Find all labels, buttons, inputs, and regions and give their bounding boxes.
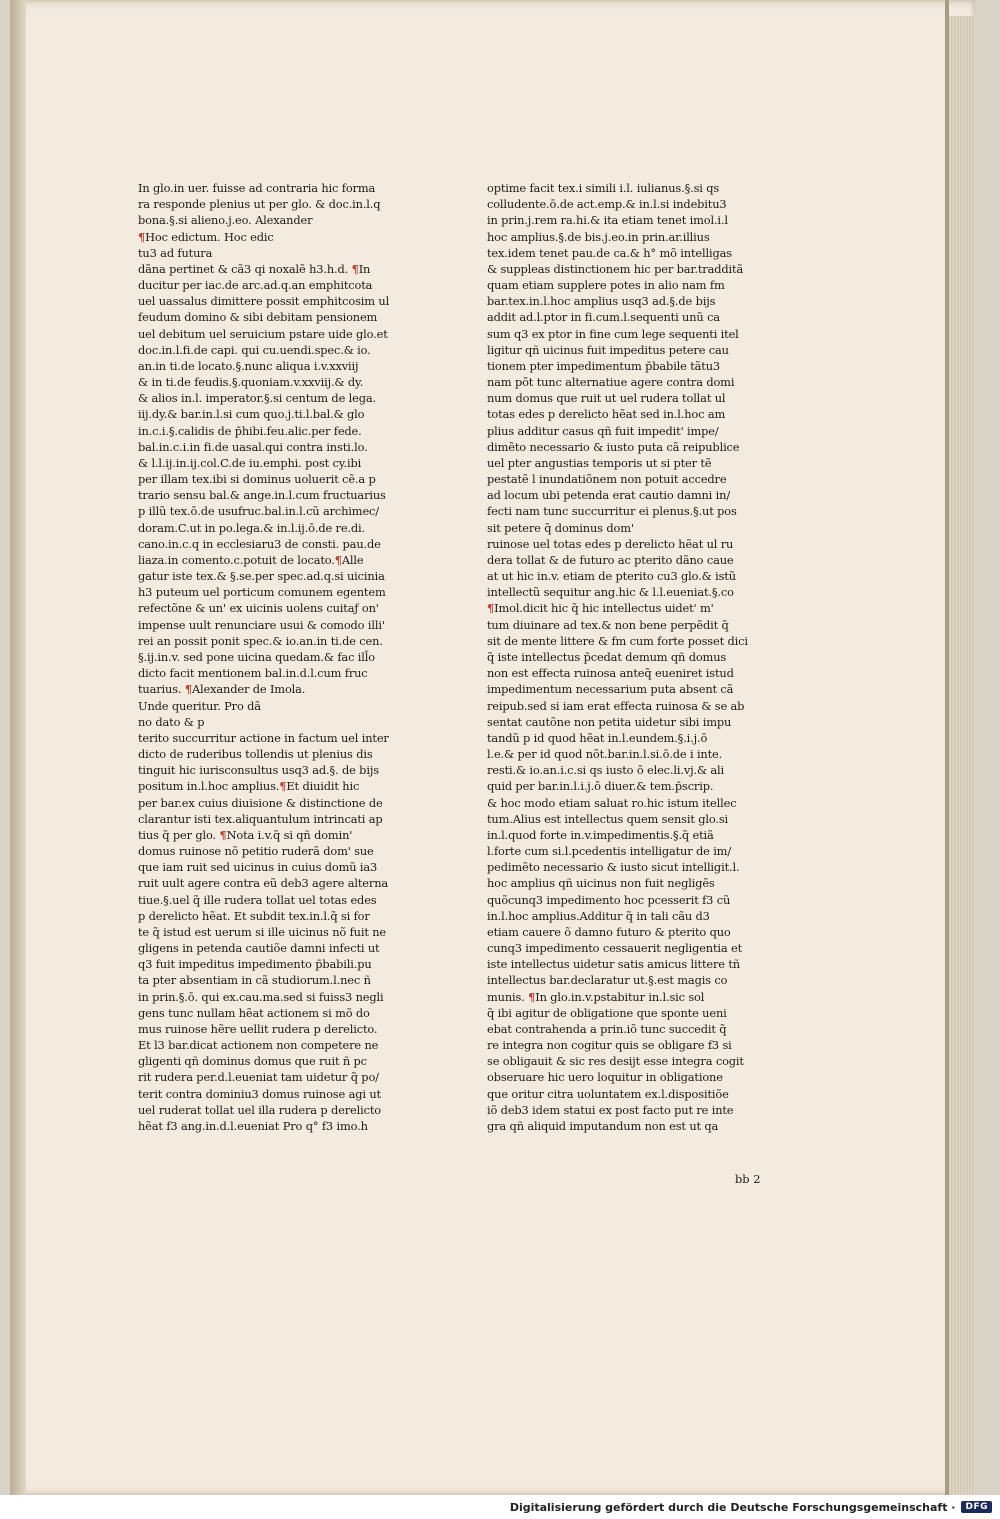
text-line: quam etiam supplere potes in alio nam fm	[487, 278, 725, 293]
text-line: optime facit tex.i simili i.l. iulianus.§.si qs	[487, 181, 720, 195]
text-line: plius additur casus qñ fuit impedit' impe/	[487, 423, 719, 438]
text-line: quõcunq3 impedimento hoc pcesserit f3 cũ	[487, 892, 731, 907]
text-line: sit de mente littere & fm cum forte posset dici	[487, 633, 748, 648]
text-line: uel uassalus dimittere possit emphitcosim ul	[138, 294, 390, 309]
text-line: q̃ ibi agitur de obligatione que sponte ueni	[487, 1005, 727, 1020]
text-line: tandũ p id quod hẽat in.l.eundem.§.i.j.ō	[487, 730, 708, 745]
text-line: bona.§.si alieno.j.eo. Alexander	[138, 213, 313, 228]
text-line: hẽat f3 ang.in.d.l.eueniat Pro q° f3 imo.h	[138, 1118, 368, 1133]
text-line: & hoc modo etiam saluat ro.hic istum itellec	[487, 795, 737, 810]
text-line: rit rudera per.d.l.eueniat tam uidetur q̃ po/	[138, 1070, 379, 1085]
text-line: obseruare hic uero loquitur in obligatione	[487, 1070, 723, 1085]
text-line: in.l.hoc amplius.Additur q̃ in tali cãu d3	[487, 908, 710, 923]
text-line: cano.in.c.q in ecclesiaru3 de consti. pau.de	[138, 536, 381, 551]
text-line: & l.l.ij.in.ij.col.C.de iu.emphi. post cy.ibi	[138, 455, 362, 470]
text-line: ta pter absentiam in cã studiorum.l.nec ñ	[138, 973, 371, 988]
text-line: §.ij.in.v. sed pone uicina quedam.& fac ill̃o	[138, 649, 375, 664]
text-line: feudum domino & sibi debitam pensionem	[138, 310, 378, 325]
text-line: te q̃ istud est uerum si ille uicinus nõ fuit ne	[138, 924, 387, 939]
text-line: fecti nam tunc succurritur ei plenus.§.ut pos	[487, 504, 737, 519]
dfg-logo: DFG	[961, 1501, 992, 1513]
text-line: cunq3 impedimento cessauerit negligentia et	[487, 941, 743, 956]
text-line: tiue.§.uel q̃ ille rudera tollat uel totas edes	[138, 892, 377, 907]
text-line: dera tollat & de futuro ac pterito dãno caue	[487, 552, 734, 567]
text-line: p illũ tex.ō.de usufruc.bal.in.l.cũ archimec/	[138, 504, 379, 519]
text-line: terit contra dominiu3 domus ruinose agi ut	[138, 1086, 381, 1101]
text-line: mus ruinose hẽre uellit rudera p derelicto.	[138, 1021, 378, 1036]
text-line: q̃ iste intellectus p̄cedat demum qñ domus	[487, 649, 727, 664]
text-line: resti.& io.an.i.c.si qs iusto ō elec.li.vj.& ali	[487, 763, 725, 778]
text-line: & in ti.de feudis.§.quoniam.v.xxviij.& dy.	[138, 375, 364, 390]
text-line: hoc amplius.§.de bis.j.eo.in prin.ar.illius	[487, 229, 710, 244]
text-line: iõ deb3 idem statui ex post facto put re inte	[487, 1102, 734, 1117]
text-line: trario sensu bal.& ange.in.l.cum fructuarius	[138, 488, 386, 503]
text-line: iste intellectus uidetur satis amicus littere tñ	[487, 957, 740, 972]
text-line: ducitur per iac.de arc.ad.q.an emphitcota	[138, 278, 373, 293]
text-line: addit ad.l.ptor in fi.cum.l.sequenti unũ ca	[487, 310, 720, 325]
text-line: uel ruderat tollat uel illa rudera p derelicto	[138, 1102, 381, 1117]
text-line: sum q3 ex ptor in fine cum lege sequenti itel	[487, 326, 739, 341]
text-line: liaza.in comento.c.potuit de locato.¶Alle	[138, 552, 364, 567]
text-line: per bar.ex cuius diuisione & distinctione de	[138, 795, 383, 810]
text-line: l.e.& per id quod nõt.bar.in.l.si.ō.de i inte.	[487, 747, 723, 762]
text-line: bar.tex.in.l.hoc amplius usq3 ad.§.de bijs	[487, 294, 716, 309]
text-line: tius q̃ per glo. ¶Nota i.v.q̃ si qñ domin'	[138, 827, 353, 842]
text-line: in prin.j.rem ra.hi.& ita etiam tenet imol.i.l	[487, 213, 728, 228]
text-line: reipub.sed si iam erat effecta ruinosa & se ab	[487, 698, 745, 713]
text-line: p derelicto hẽat. Et subdit tex.in.l.q̃ si for	[138, 908, 370, 923]
text-line: nam põt tunc alternatiue agere contra domi	[487, 375, 735, 390]
text-line: rei an possit ponit spec.& io.an.in ti.de cen.	[138, 633, 383, 648]
text-line: tu3 ad futura	[138, 245, 213, 260]
text-line: sentat cautõne non petita uidetur sibi impu	[487, 714, 732, 729]
text-line: l.forte cum si.l.pcedentis intelligatur de im/	[487, 844, 732, 859]
text-line: ra responde plenius ut per glo. & doc.in.l.q	[138, 197, 381, 212]
text-line: ruinose uel totas edes p derelicto hẽat ul ru	[487, 536, 734, 551]
text-line: sit petere q̃ dominus dom'	[487, 520, 634, 535]
text-line: ligitur qñ uicinus fuit impeditus petere cau	[487, 342, 729, 357]
text-line: tum diuinare ad tex.& non bene perpẽdit q̃	[487, 617, 729, 632]
text-line: ruit uult agere contra eũ deb3 agere alterna	[138, 876, 389, 891]
left-text-column	[138, 180, 400, 1134]
text-line: gatur iste tex.& §.se.per spec.ad.q.si uicinia	[138, 569, 385, 584]
text-line: colludente.ō.de act.emp.& in.l.si indebitu3	[487, 197, 727, 212]
text-line: & alios in.l. imperator.§.si centum de lega.	[138, 391, 376, 406]
text-line: num domus que ruit ut uel rudera tollat ul	[487, 391, 726, 406]
text-line: domus ruinose nõ petitio ruderã dom' sue	[138, 844, 374, 859]
text-line: ¶Hoc edictum. Hoc edic	[138, 229, 274, 244]
text-line: munis. ¶In glo.in.v.pstabitur in.l.sic sol	[487, 989, 705, 1004]
text-line: in prin.§.ō. qui ex.cau.ma.sed si fuiss3 negli	[138, 989, 384, 1004]
text-line: se obligauit & sic res desijt esse integra cogit	[487, 1054, 744, 1069]
text-line: refectõne & un' ex uicinis uolens cuitaƒ on'	[138, 601, 379, 616]
text-line: intellectus bar.declaratur ut.§.est magis co	[487, 973, 728, 988]
text-line: at ut hic in.v. etiam de pterito cu3 glo.& istũ	[487, 569, 736, 584]
text-line: tionem pter impedimentum p̄babile tãtu3	[487, 358, 721, 373]
text-line: iij.dy.& bar.in.l.si cum quo.j.ti.l.bal.& glo	[138, 407, 365, 422]
footer-bar	[0, 1495, 1000, 1519]
text-line: q3 fuit impeditus impedimento p̄babili.pu	[138, 957, 372, 972]
text-line: uel pter angustias temporis ut si pter tẽ	[487, 455, 712, 470]
right-text-column	[487, 180, 769, 1134]
text-line: clarantur isti tex.aliquantulum intrincati ap	[138, 811, 383, 826]
text-line: Unde queritur. Pro dã	[138, 698, 261, 713]
text-line: terito succurritur actione in factum uel inter	[138, 730, 389, 745]
text-line: gligenti qñ dominus domus que ruit ñ pc	[138, 1054, 367, 1069]
text-line: dãna pertinet & cã3 qi noxalẽ h3.h.d. ¶In	[138, 261, 371, 276]
text-line: uel debitum uel seruicium pstare uide glo.et	[138, 326, 388, 341]
text-line: totas edes p derelicto hẽat sed in.l.hoc am	[487, 407, 726, 422]
text-line: re integra non cogitur quis se obligare f3 si	[487, 1038, 732, 1053]
text-line: dicto de ruderibus tollendis ut plenius dis	[138, 747, 373, 762]
text-line: pedimẽto necessario & iusto sicut intelligit.l.	[487, 860, 740, 875]
text-line: In glo.in uer. fuisse ad contraria hic forma	[138, 181, 376, 195]
text-line: que oritur citra uoluntatem ex.l.dispositiõe	[487, 1086, 729, 1101]
text-line: pestatẽ l inundatiõnem non potuit accedre	[487, 472, 727, 487]
text-line: tinguit hic iurisconsultus usq3 ad.§. de bijs	[138, 763, 379, 778]
text-line: in.l.quod forte in.v.impedimentis.§.q̃ etiã	[487, 827, 714, 842]
text-line: bal.in.c.i.in fi.de uasal.qui contra insti.lo.	[138, 439, 368, 454]
page-gutter	[10, 0, 26, 1495]
text-line: impedimentum necessarium puta absent cã	[487, 682, 734, 697]
text-line: an.in ti.de locato.§.nunc aliqua i.v.xxviij	[138, 358, 359, 373]
text-line: & suppleas distinctionem hic per bar.tradditã	[487, 261, 744, 276]
text-line: positum in.l.hoc amplius.¶Et diuidit hic	[138, 779, 360, 794]
text-line: gra qñ aliquid imputandum non est ut qa	[487, 1118, 719, 1133]
text-line: impense uult renunciare usui & comodo illi'	[138, 617, 385, 632]
text-line: ad locum ubi petenda erat cautio damni in/	[487, 488, 731, 503]
book-edges	[949, 16, 975, 1496]
text-line: gligens in petenda cautiõe damni infecti ut	[138, 941, 380, 956]
text-line: h3 puteum uel porticum comunem egentem	[138, 585, 386, 600]
text-line: dicto facit mentionem bal.in.d.l.cum fruc	[138, 666, 368, 681]
text-line: tex.idem tenet pau.de ca.& h° mõ intelligas	[487, 245, 732, 260]
text-line: per illam tex.ibi si dominus uoluerit cẽ.a p	[138, 472, 376, 487]
text-line: hoc amplius qñ uicinus non fuit negligẽs	[487, 876, 715, 891]
text-line: intellectũ sequitur ang.hic & l.l.eueniat.§.co	[487, 585, 734, 600]
text-line: ebat contrahenda a prin.iõ tunc succedit q̃	[487, 1021, 727, 1036]
signature-mark: bb 2	[735, 1172, 761, 1186]
text-line: no dato & p	[138, 714, 205, 729]
text-line: doc.in.l.fi.de capi. qui cu.uendi.spec.& io.	[138, 342, 371, 357]
text-line: ¶Imol.dicit hic q̃ hic intellectus uidet' m'	[487, 601, 714, 616]
text-line: gens tunc nullam hẽat actionem si mõ do	[138, 1005, 370, 1020]
text-line: etiam cauere õ damno futuro & pterito quo	[487, 924, 731, 939]
text-line: tuarius. ¶Alexander de Imola.	[138, 682, 306, 697]
text-line: non est effecta ruinosa anteq̃ eueniret istud	[487, 666, 734, 681]
text-line: tum.Alius est intellectus quem sensit glo.si	[487, 811, 729, 826]
footer-credit: Digitalisierung gefördert durch die Deutsche Forschungsgemeinschaft ·	[509, 1500, 956, 1514]
text-line: quid per bar.in.l.i.j.ō diuer.& tem.p̄scrip.	[487, 779, 714, 794]
text-line: dimẽto necessario & iusto puta cã reipublice	[487, 439, 740, 454]
text-line: doram.C.ut in po.lega.& in.l.ij.ō.de re.di.	[138, 520, 365, 535]
text-line: in.c.i.§.calidis de p̄hibi.feu.alic.per fede.	[138, 423, 362, 438]
text-line: Et l3 bar.dicat actionem non competere ne	[138, 1038, 379, 1053]
text-line: que iam ruit sed uicinus in cuius domũ ia3	[138, 860, 378, 875]
